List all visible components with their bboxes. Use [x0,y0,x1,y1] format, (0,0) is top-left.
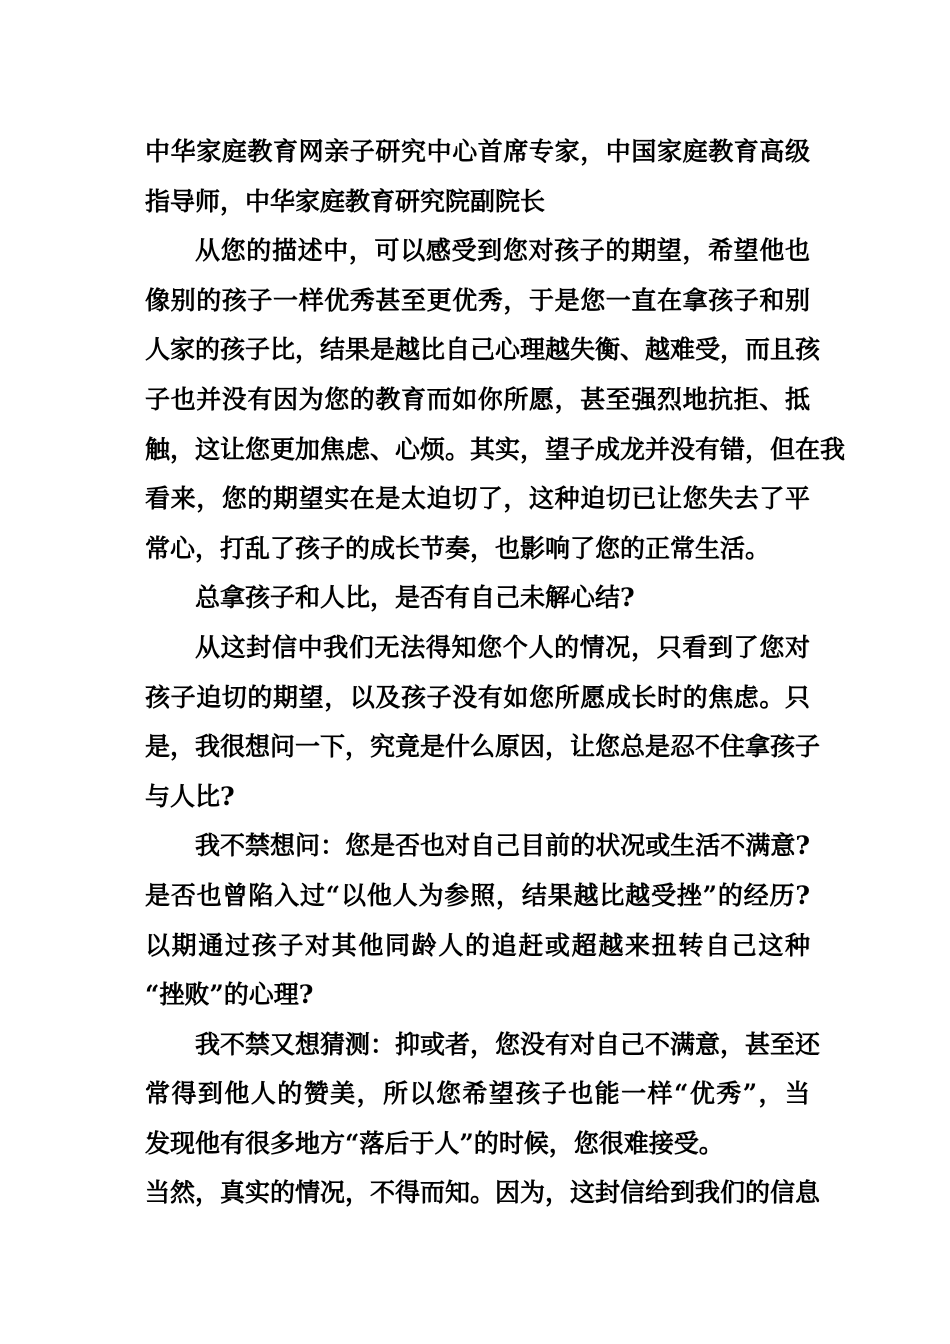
text-line: 看来，您的期望实在是太迫切了，这种迫切已让您失去了平 [145,484,810,514]
text-line: 子也并没有因为您的教育而如你所愿，甚至强烈地抗拒、抵 [145,384,810,414]
text-line: 常得到他人的赞美，所以您希望孩子也能一样“优秀”，当 [145,1079,810,1109]
section-heading: 总拿孩子和人比，是否有自己未解心结? [195,583,635,613]
paragraph-first-line: 从这封信中我们无法得知您个人的情况，只看到了您对 [195,632,810,662]
text-line: 中华家庭教育网亲子研究中心首席专家，中国家庭教育高级 [145,137,810,166]
text-line: 是否也曾陷入过“以他人为参照，结果越比越受挫”的经历? [145,880,810,910]
text-line: 发现他有很多地方“落后于人”的时候，您很难接受。 [145,1128,724,1158]
text-line: 以期通过孩子对其他同龄人的追赶或超越来扭转自己这种 [145,930,810,960]
text-line: 指导师，中华家庭教育研究院副院长 [145,186,546,216]
text-line: 当然，真实的情况，不得而知。因为，这封信给到我们的信息 [145,1178,821,1208]
paragraph-first-line: 我不禁想问：您是否也对自己目前的状况或生活不满意? [195,831,810,861]
text-line: “挫败”的心理? [145,980,314,1010]
text-line: 孩子迫切的期望，以及孩子没有如您所愿成长时的焦虑。只 [145,682,810,712]
paragraph-first-line: 从您的描述中，可以感受到您对孩子的期望，希望他也 [195,236,810,266]
text-line: 像别的孩子一样优秀甚至更优秀，于是您一直在拿孩子和别 [145,285,810,315]
text-line: 常心，打乱了孩子的成长节奏，也影响了您的正常生活。 [145,533,771,563]
text-line: 人家的孩子比，结果是越比自己心理越失衡、越难受，而且孩 [145,335,821,365]
paragraph-first-line: 我不禁又想猜测：抑或者，您没有对自己不满意，甚至还 [195,1029,821,1059]
text-line: 是，我很想问一下，究竟是什么原因，让您总是忍不住拿孩子 [145,732,821,762]
article-body [145,127,846,1218]
text-line: 触，这让您更加焦虑、心烦。其实，望子成龙并没有错，但在我 [145,434,846,464]
text-line: 与人比? [145,781,235,811]
